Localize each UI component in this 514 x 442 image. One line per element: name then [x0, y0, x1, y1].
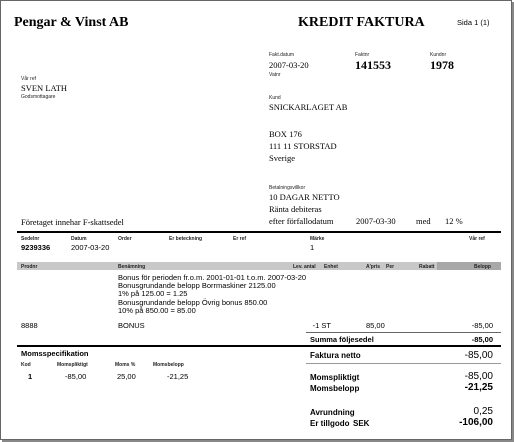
kundnr-label: Kundnr	[430, 52, 447, 58]
currency-label: SEK	[353, 419, 370, 428]
summa-foljesedel-value: -85,00	[471, 335, 493, 344]
marke-label: Märke	[310, 236, 325, 242]
moms-momspliktigt-label: Momspliktigt	[57, 362, 88, 368]
summa-foljesedel-label: Summa följesedel	[310, 335, 374, 344]
moms-momsbelopp-label: Momsbelopp	[153, 362, 184, 368]
faktnr-label: Faktnr	[355, 52, 370, 58]
betalningsvillkor-value: 10 DAGAR NETTO	[269, 192, 340, 202]
company-name: Pengar & Vinst AB	[14, 15, 129, 30]
datum-label: Datum	[71, 236, 87, 242]
var-ref-col-label: Vår ref	[469, 236, 485, 242]
ranta-line-1: Ränta debiteras	[269, 204, 322, 214]
moms-momsbelopp-value: -21,25	[167, 372, 189, 381]
col-lev-antal: Lev. antal	[293, 263, 316, 270]
col-benamning: Benämning	[118, 263, 146, 270]
sedelnr-value: 9239336	[21, 243, 51, 252]
kund-label: Kund	[269, 95, 281, 101]
ranta-line-2: efter förfallodatum	[269, 216, 334, 226]
col-rabatt: Rabatt	[419, 263, 435, 270]
order-label: Order	[118, 236, 132, 242]
betalningsvillkor-label: Betalningsvillkor	[269, 185, 306, 191]
totals-momsbelopp-label: Momsbelopp	[310, 384, 360, 393]
totals-divider	[306, 363, 501, 364]
er-ref-label: Er ref	[233, 236, 247, 242]
col-belopp: Belopp	[474, 263, 491, 270]
var-ref-value: SVEN LATH	[21, 83, 68, 93]
moms-pct-value: 25,00	[117, 372, 136, 381]
faktura-netto-value: -85,00	[464, 350, 493, 361]
moms-kod-label: Kod	[21, 362, 31, 368]
fakt-datum-label: Fakt.datum	[269, 52, 295, 58]
line-apris: 85,00	[366, 321, 385, 330]
document-title: KREDIT FAKTURA	[298, 15, 425, 30]
line-prodnr: 8888	[21, 321, 38, 330]
bonus-line: 1% på 125.00 = 1.25	[118, 289, 188, 299]
line-belopp: -85,00	[471, 321, 493, 330]
moms-pct-label: Moms %	[115, 362, 136, 368]
bonus-line: Bonusgrundande belopp Övrig bonus 850.00	[118, 297, 268, 307]
totals-momspliktigt-value: -85,00	[464, 371, 493, 382]
divider-top	[17, 231, 501, 233]
godsmottagare-label: Godsmottagare	[21, 94, 56, 100]
vatnr-label: Vatnr	[269, 72, 281, 78]
bonus-line: 10% på 850.00 = 85.00	[118, 305, 196, 315]
bonus-line: Bonusgrundande belopp Borrmaskiner 2125.00	[118, 281, 276, 291]
line-lev-antal: -1 ST	[312, 321, 331, 330]
moms-momspliktigt-value: -85,00	[65, 372, 87, 381]
er-tillgodo-label: Er tillgodo	[310, 419, 350, 428]
kund-address-1: BOX 176	[269, 129, 302, 139]
col-enhet: Enhet	[324, 263, 338, 270]
er-tillgodo-value: -106,00	[459, 417, 493, 428]
totals-momsbelopp-value: -21,25	[464, 382, 493, 393]
col-prodnr: Prodnr	[21, 263, 38, 270]
kundnr-value: 1978	[430, 58, 454, 72]
moms-title: Momsspecifikation	[21, 349, 89, 358]
avrundning-label: Avrundning	[310, 408, 355, 417]
kund-country: Sverige	[269, 153, 295, 163]
col-apris: A'pris	[366, 263, 380, 270]
totals-momspliktigt-label: Momspliktigt	[310, 373, 360, 382]
bonus-line: Bonus för perioden fr.o.m. 2001-01-01 t.o.m. 2007-03-20	[118, 273, 307, 282]
ranta-rate: 12 %	[445, 216, 463, 226]
datum-value: 2007-03-20	[71, 243, 110, 252]
faktura-netto-label: Faktura netto	[310, 351, 361, 360]
er-beteckning-label: Er beteckning	[169, 236, 203, 242]
page-number: Sida 1 (1)	[457, 18, 490, 27]
marke-value: 1	[310, 243, 315, 252]
divider-bottom	[17, 345, 501, 347]
col-per: Per	[386, 263, 395, 270]
bonus-text-block	[118, 274, 306, 315]
f-skatt-note: Företaget innehar F-skattsedel	[21, 217, 124, 227]
avrundning-value: 0,25	[473, 406, 493, 417]
var-ref-label: Vår ref	[21, 76, 37, 82]
belopp-header-cell	[437, 262, 501, 270]
ranta-date: 2007-03-30	[356, 216, 396, 226]
kund-name: SNICKARLAGET AB	[269, 102, 348, 112]
moms-kod-value: 1	[28, 372, 33, 381]
ranta-med: med	[416, 216, 431, 226]
faktnr-value: 141553	[355, 58, 391, 72]
fakt-datum-value: 2007-03-20	[269, 60, 309, 70]
kund-address-2: 111 11 STORSTAD	[269, 141, 337, 151]
sedelnr-label: Sedelnr	[21, 236, 40, 242]
line-benamning: BONUS	[118, 321, 145, 330]
summa-divider	[306, 332, 501, 333]
